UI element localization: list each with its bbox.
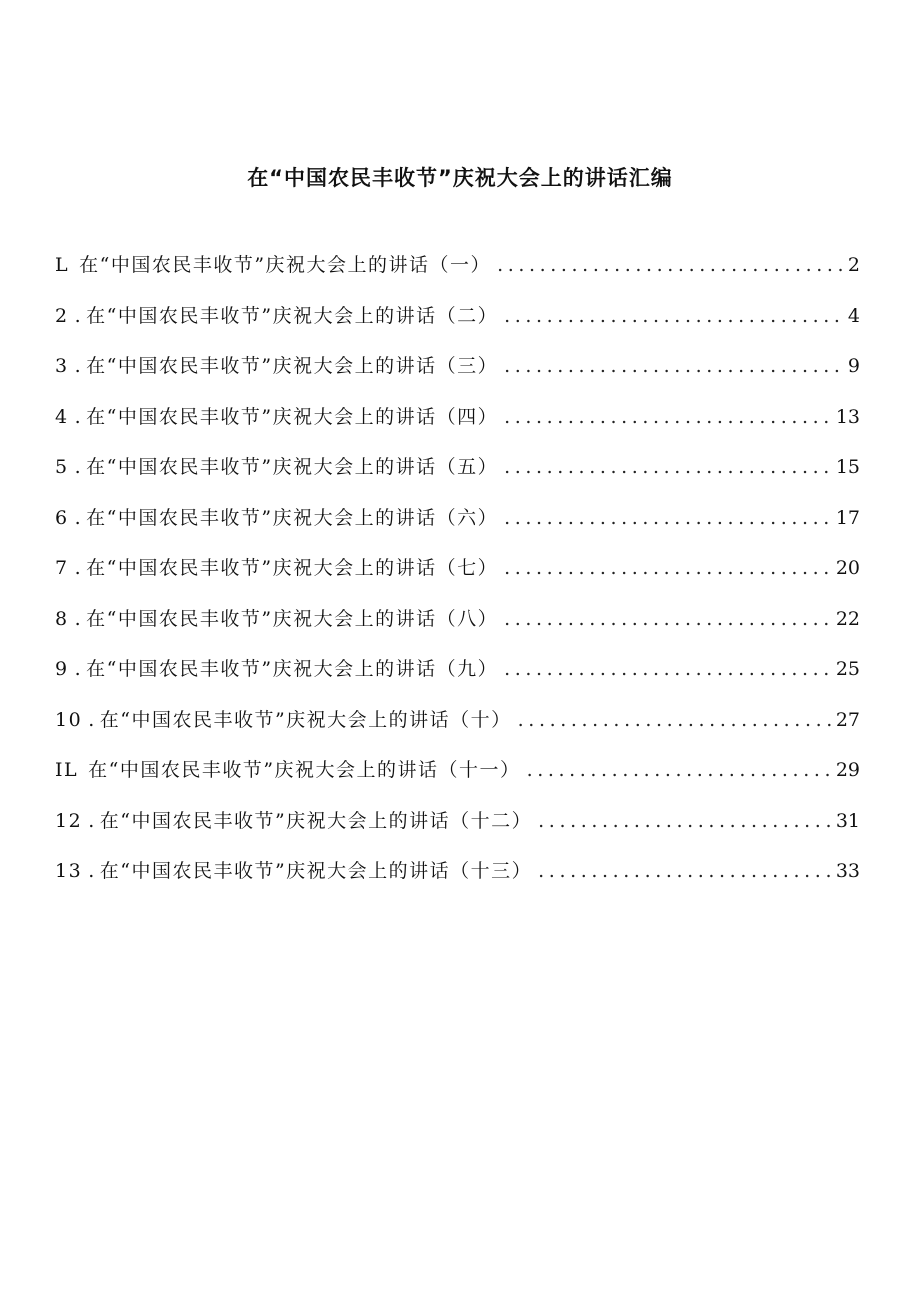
- toc-entry[interactable]: [55, 654, 860, 705]
- toc-entry[interactable]: [55, 553, 860, 604]
- toc-entry-page: 2: [847, 254, 860, 276]
- toc-entry-title: 在“中国农民丰收节”庆祝大会上的讲话（七）: [86, 557, 499, 579]
- toc-entry-number: L: [55, 254, 70, 276]
- toc-entry-page: 15: [835, 456, 860, 478]
- toc-entry-title: 在“中国农民丰收节”庆祝大会上的讲话（十三）: [99, 860, 533, 882]
- toc-leader-dots: [504, 557, 834, 579]
- toc-leader-dots: [538, 810, 834, 832]
- toc-entry-title: 在“中国农民丰收节”庆祝大会上的讲话（三）: [86, 355, 499, 377]
- toc-entry-separator: .: [74, 658, 83, 680]
- toc-leader-dots: [504, 406, 834, 428]
- toc-entry[interactable]: [55, 402, 860, 453]
- toc-entry-page: 33: [835, 860, 860, 882]
- toc-entry-page: 4: [847, 304, 860, 327]
- toc-entry-page: 27: [835, 708, 860, 731]
- toc-entry-page: 9: [847, 355, 860, 377]
- toc-entry-number: 9: [55, 658, 69, 680]
- toc-entry-page: 22: [835, 607, 860, 630]
- toc-leader-dots: [504, 507, 834, 529]
- toc-entry-page: 13: [835, 405, 860, 428]
- toc-entry-separator: .: [88, 708, 96, 731]
- toc-entry-page: 31: [835, 809, 860, 832]
- toc-entry[interactable]: [55, 250, 860, 301]
- toc-entry[interactable]: [55, 604, 860, 655]
- toc-entry-title: 在“中国农民丰收节”庆祝大会上的讲话（十一）: [88, 759, 521, 781]
- toc-entry-title: 在“中国农民丰收节”庆祝大会上的讲话（十二）: [99, 809, 533, 832]
- toc-entry-separator: .: [74, 506, 83, 529]
- toc-entry-number: 12: [55, 809, 83, 832]
- toc-entry-separator: .: [74, 304, 83, 327]
- toc-entry[interactable]: [55, 755, 860, 806]
- toc-entry[interactable]: [55, 301, 860, 352]
- toc-entry-number: IL: [55, 759, 79, 781]
- toc-entry[interactable]: [55, 351, 860, 402]
- toc-leader-dots: [504, 608, 834, 630]
- toc-entry-title: 在“中国农民丰收节”庆祝大会上的讲话（一）: [79, 254, 492, 276]
- toc-leader-dots: [497, 254, 846, 276]
- toc-entry-title: 在“中国农民丰收节”庆祝大会上的讲话（六）: [86, 506, 499, 529]
- toc-entry[interactable]: [55, 856, 860, 907]
- toc-entry-separator: .: [74, 557, 83, 579]
- toc-entry-separator: .: [74, 405, 83, 428]
- toc-entry-page: 29: [835, 759, 860, 781]
- toc-entry-number: 7: [55, 557, 69, 579]
- toc-entry-page: 17: [835, 506, 860, 529]
- toc-entry-separator: .: [74, 456, 83, 478]
- toc-leader-dots: [504, 658, 834, 680]
- toc-entry[interactable]: [55, 705, 860, 756]
- toc-leader-dots: [504, 456, 834, 478]
- toc-entry[interactable]: [55, 452, 860, 503]
- toc-leader-dots: [504, 355, 846, 377]
- toc-entry[interactable]: [55, 503, 860, 554]
- toc-leader-dots: [538, 860, 834, 882]
- toc-entry-number: 8: [55, 607, 69, 630]
- toc-entry-number: 13: [55, 860, 83, 882]
- toc-entry-title: 在“中国农民丰收节”庆祝大会上的讲话（二）: [86, 304, 499, 327]
- toc-entry-title: 在“中国农民丰收节”庆祝大会上的讲话（五）: [86, 456, 499, 478]
- toc-entry-separator: .: [74, 607, 83, 630]
- toc-entry-separator: .: [88, 809, 96, 832]
- toc-leader-dots: [518, 709, 834, 731]
- toc-entry-number: 3: [55, 355, 69, 377]
- toc-entry-title: 在“中国农民丰收节”庆祝大会上的讲话（四）: [86, 405, 499, 428]
- toc-entry-number: 5: [55, 456, 69, 478]
- toc-entry-number: 2: [55, 304, 69, 327]
- table-of-contents: [55, 250, 860, 907]
- toc-entry[interactable]: [55, 806, 860, 857]
- toc-entry-separator: .: [74, 355, 83, 377]
- toc-leader-dots: [504, 305, 846, 327]
- page-title: 在“中国农民丰收节”庆祝大会上的讲话汇编: [247, 166, 673, 190]
- toc-entry-title: 在“中国农民丰收节”庆祝大会上的讲话（八）: [86, 607, 499, 630]
- toc-entry-title: 在“中国农民丰收节”庆祝大会上的讲话（九）: [86, 658, 499, 680]
- toc-entry-title: 在“中国农民丰收节”庆祝大会上的讲话（十）: [99, 708, 512, 731]
- toc-entry-number: 4: [55, 405, 69, 428]
- toc-entry-page: 20: [835, 557, 860, 579]
- toc-entry-number: 6: [55, 506, 69, 529]
- toc-leader-dots: [527, 759, 834, 781]
- toc-entry-separator: .: [88, 860, 96, 882]
- toc-entry-number: 10: [55, 708, 83, 731]
- toc-entry-page: 25: [835, 658, 860, 680]
